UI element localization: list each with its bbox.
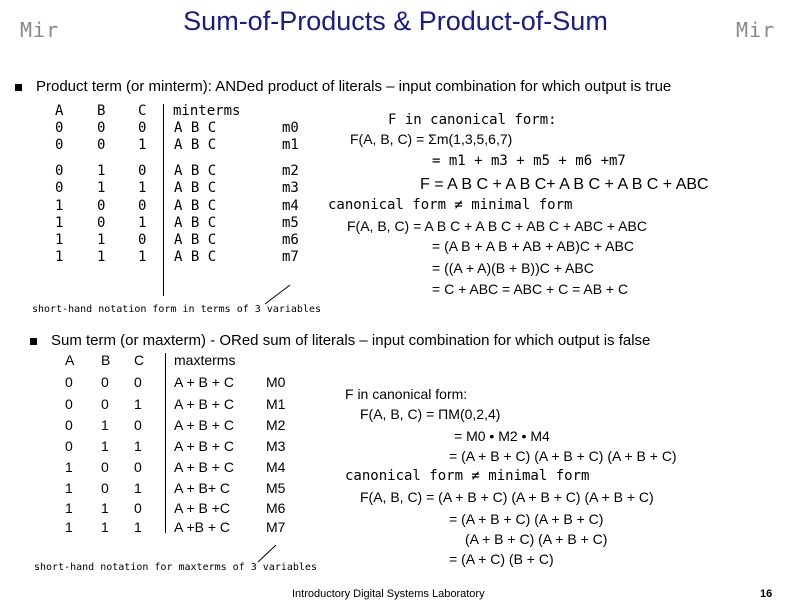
pos-cell-term: A + B +C [174, 500, 231, 516]
sop-header-b: B [97, 103, 106, 119]
pos-cell-a: 1 [65, 500, 73, 516]
pos-cell-b: 1 [101, 500, 109, 516]
sop-cell-a: 1 [55, 198, 64, 214]
pos-cell-c: 1 [134, 519, 142, 535]
page-number: 16 [760, 588, 773, 600]
pos-cell-name: M0 [266, 374, 286, 390]
sop-header-minterms: minterms [173, 103, 241, 119]
sop-cell-term: A B C [174, 215, 217, 231]
sop-header-c: C [138, 103, 147, 119]
sop-cell-a: 0 [55, 163, 64, 179]
sop-cell-b: 1 [97, 180, 106, 196]
sop-cell-term: A B C [174, 137, 217, 153]
sop-canonical-vs-minimal: canonical form ≠ minimal form [328, 197, 573, 213]
sop-bullet-text: Product term (or minterm): ANDed product of literals – input combination for which output is true [36, 78, 672, 95]
pos-f-pi: F(A, B, C) = ΠM(0,2,4) [360, 406, 501, 422]
pos-cell-name: M3 [266, 438, 286, 454]
pos-header-c: C [134, 352, 145, 368]
sop-cell-b: 0 [97, 198, 106, 214]
sop-cell-c: 1 [138, 180, 147, 196]
sop-cell-c: 1 [138, 137, 147, 153]
pos-cell-c: 1 [134, 438, 142, 454]
pos-arrow [258, 545, 276, 562]
sop-cell-a: 1 [55, 249, 64, 265]
sop-cell-c: 0 [138, 232, 147, 248]
sop-cell-name: m6 [282, 232, 299, 248]
pos-cell-b: 0 [101, 396, 109, 412]
sop-cell-name: m2 [282, 163, 299, 179]
pos-cell-c: 0 [134, 374, 142, 390]
sop-cell-term: A B C [174, 180, 217, 196]
sop-cell-c: 0 [138, 163, 147, 179]
sop-cell-name: m3 [282, 180, 299, 196]
sop-shorthand-note: short-hand notation form in terms of 3 variables [32, 304, 321, 315]
sop-cell-a: 1 [55, 215, 64, 231]
pos-cell-term: A + B + C [174, 417, 234, 433]
pos-cell-name: M1 [266, 396, 286, 412]
pos-cell-c: 0 [134, 459, 142, 475]
sop-cell-name: m4 [282, 198, 299, 214]
pos-cell-b: 0 [101, 374, 109, 390]
pos-header-a: A [65, 352, 75, 368]
pos-f-step4: = (A + C) (B + C) [449, 551, 554, 567]
sop-cell-a: 1 [55, 232, 64, 248]
pos-bullet-text: Sum term (or maxterm) - ORed sum of literals – input combination for which output is false [51, 332, 651, 349]
pos-canonical-heading: F in canonical form: [345, 386, 468, 402]
sop-cell-a: 0 [55, 180, 64, 196]
sop-cell-a: 0 [55, 120, 64, 136]
pos-cell-b: 1 [101, 417, 109, 433]
pos-cell-a: 0 [65, 417, 73, 433]
pos-header-maxterms: maxterms [174, 352, 236, 368]
pos-cell-term: A + B + C [174, 438, 234, 454]
pos-cell-a: 0 [65, 396, 73, 412]
sop-cell-b: 1 [97, 232, 106, 248]
sop-cell-term: A B C [174, 163, 217, 179]
pos-cell-b: 1 [101, 438, 109, 454]
sop-f-step2: = (A B + A B + AB + AB)C + ABC [432, 238, 634, 254]
sop-cell-c: 0 [138, 198, 147, 214]
pos-cell-a: 1 [65, 519, 73, 535]
sop-f-step4: = C + ABC = ABC + C = AB + C [432, 281, 629, 297]
sop-f-step1: F(A, B, C) = A B C + A B C + AB C + ABC + ABC [347, 218, 647, 234]
pos-cell-c: 0 [134, 417, 142, 433]
sop-f-expanded: F = A B C + A B C+ A B C + A B C + ABC [420, 176, 709, 193]
sop-arrow [265, 285, 290, 304]
pos-f-maxterm-product: = M0 • M2 • M4 [454, 428, 550, 444]
pos-cell-term: A + B + C [174, 396, 234, 412]
pos-cell-b: 0 [101, 459, 109, 475]
footer-course: Introductory Digital Systems Laboratory [292, 588, 485, 600]
sop-cell-b: 1 [97, 249, 106, 265]
sop-cell-c: 1 [138, 249, 147, 265]
sop-cell-c: 1 [138, 215, 147, 231]
sop-cell-name: m0 [282, 120, 299, 136]
pos-cell-name: M7 [266, 519, 286, 535]
sop-cell-name: m5 [282, 215, 299, 231]
sop-cell-b: 0 [97, 137, 106, 153]
sop-cell-term: A B C [174, 232, 217, 248]
pos-cell-term: A + B + C [174, 459, 234, 475]
pos-cell-name: M5 [266, 480, 286, 496]
sop-cell-b: 0 [97, 120, 106, 136]
pos-cell-b: 0 [101, 480, 109, 496]
sop-cell-term: A B C [174, 198, 217, 214]
pos-canonical-vs-minimal: canonical form ≠ minimal form [345, 468, 590, 484]
pos-cell-a: 0 [65, 438, 73, 454]
sop-cell-name: m7 [282, 249, 299, 265]
pos-cell-term: A +B + C [174, 519, 231, 535]
mit-logo-right: Mir [736, 18, 776, 42]
pos-f-step1: F(A, B, C) = (A + B + C) (A + B + C) (A + B + C) [360, 489, 654, 505]
pos-shorthand-note: short-hand notation for maxterms of 3 variables [34, 562, 317, 573]
pos-cell-term: A + B+ C [174, 480, 231, 496]
pos-f-expanded: = (A + B + C) (A + B + C) (A + B + C) [449, 448, 677, 464]
mit-logo-left: Mir [20, 18, 60, 42]
sop-cell-name: m1 [282, 137, 299, 153]
pos-cell-a: 0 [65, 374, 73, 390]
pos-cell-term: A + B + C [174, 374, 234, 390]
sop-cell-b: 0 [97, 215, 106, 231]
pos-cell-c: 1 [134, 396, 142, 412]
sop-canonical-heading: F in canonical form: [388, 112, 557, 128]
pos-cell-c: 0 [134, 500, 142, 516]
pos-header-b: B [101, 352, 111, 368]
pos-cell-c: 1 [134, 480, 142, 496]
sop-f-sigma: F(A, B, C) = Σm(1,3,5,6,7) [350, 131, 513, 147]
sop-f-minterm-sum: = m1 + m3 + m5 + m6 +m7 [432, 153, 626, 169]
sop-cell-a: 0 [55, 137, 64, 153]
sop-cell-term: A B C [174, 120, 217, 136]
pos-f-step2: = (A + B + C) (A + B + C) [449, 511, 604, 527]
pos-cell-a: 1 [65, 480, 73, 496]
sop-header-a: A [55, 103, 64, 119]
sop-cell-b: 1 [97, 163, 106, 179]
sop-cell-c: 0 [138, 120, 147, 136]
pos-cell-a: 1 [65, 459, 73, 475]
slide-title: Sum-of-Products & Product-of-Sum [183, 6, 608, 36]
pos-cell-name: M6 [266, 500, 286, 516]
sop-cell-term: A B C [174, 249, 217, 265]
pos-cell-name: M4 [266, 459, 286, 475]
pos-cell-b: 1 [101, 519, 109, 535]
pos-f-step3: (A + B + C) (A + B + C) [465, 531, 608, 547]
sop-f-step3: = ((A + A)(B + B))C + ABC [432, 260, 594, 276]
pos-cell-name: M2 [266, 417, 286, 433]
